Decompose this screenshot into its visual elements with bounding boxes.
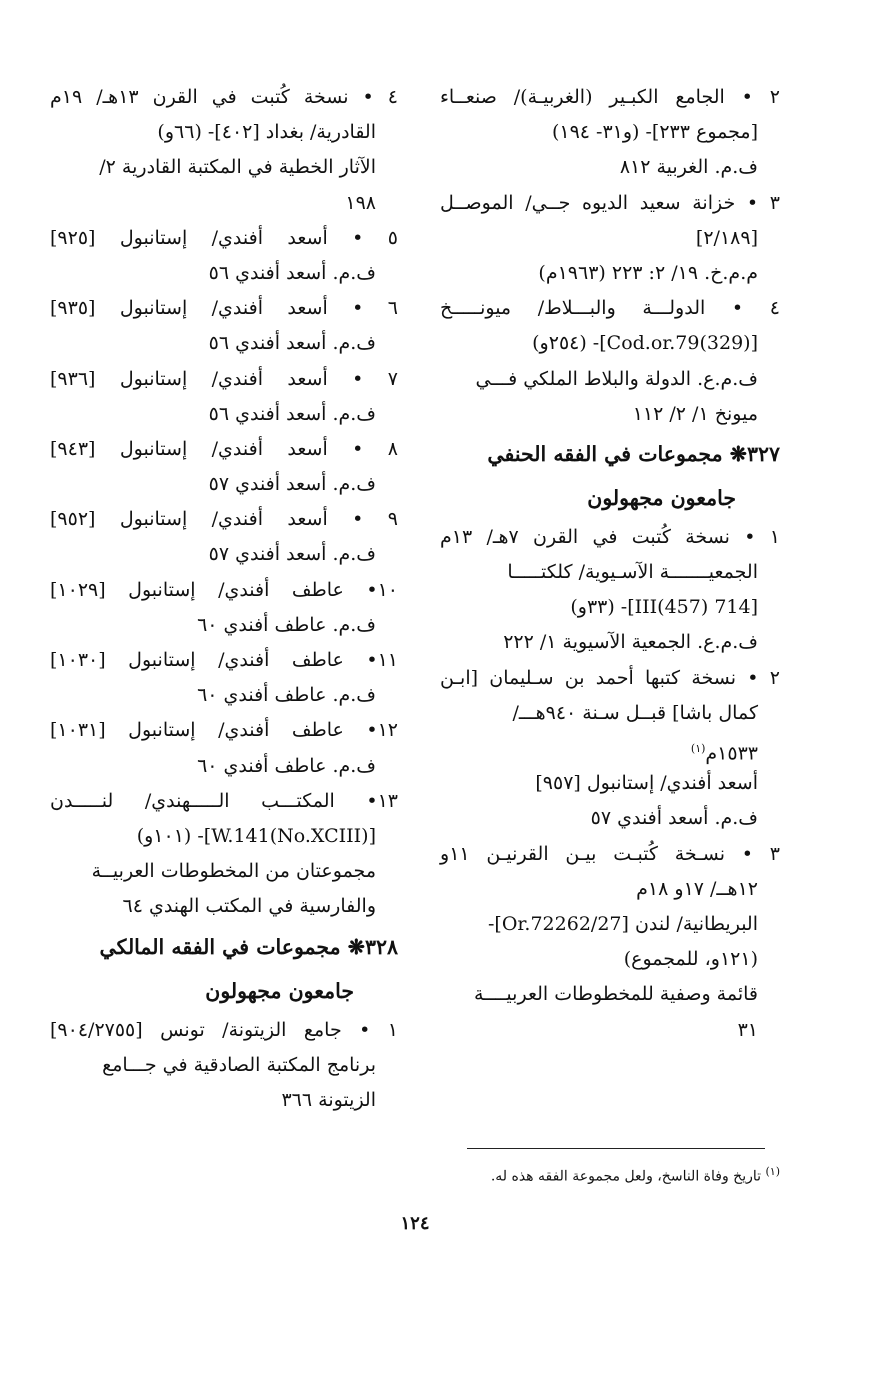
line-text: ف.م. أسعد أفندي ٥٧ [590,807,758,830]
entry-line [50,643,398,678]
line-text: ف.م. أسعد أفندي ٥٧ [208,473,376,496]
entry-line [50,608,398,643]
line-text: ١٠• عاطف أفندي/ إستانبول [١٠٢٩] [50,578,398,601]
line-text: ٣٢٨❋ مجموعات في الفقه المالكي [99,934,398,959]
line-text: برنامج المكتبة الصادقية في جـــامع [102,1053,376,1076]
section-heading [50,969,398,1013]
entry-line [440,942,780,977]
entry-line [440,291,780,326]
line-text: ١٣• المكتـــب الـــــهندي/ لنـــــدن [50,789,398,812]
line-text: ١ • جامع الزيتونة/ تونس [٩٠٤/٢٧٥٥] [50,1018,398,1041]
entry-line [440,766,780,801]
entry-line [440,872,780,907]
entry-line [50,326,398,361]
line-text: م.م.خ. ١٩/ ٢: ٢٢٣ (١٩٦٣م) [538,261,758,284]
entry-line [440,801,780,836]
entry-line [50,854,398,889]
entry-line [440,661,780,696]
section-heading [50,925,398,969]
line-text: قائمة وصفية للمخطوطات العربيــــة [473,983,758,1006]
line-text: ف.م. أسعد أفندي ٥٦ [208,402,376,425]
entry-line [440,977,780,1012]
entry-line [440,590,780,625]
entry-line [440,907,780,942]
line-text: جامعون مجهولون [587,485,736,510]
line-text: ٤ • الدولـــة والبـــلاط/ ميونـــــخ [440,297,780,320]
entry-line [50,502,398,537]
entry-line [50,80,398,115]
entry-line [50,537,398,572]
line-text: ٣ • نسـخة كُتبـت بيـن القرنيـن ١١و [440,842,780,865]
line-text: ف.م. الغربية ٨١٢ [619,156,758,179]
line-text: ٧ • أسعد أفندي/ إستانبول [٩٣٦] [50,367,398,390]
entry-line [50,291,398,326]
line-text: جامعون مجهولون [205,978,354,1003]
entry-line [50,432,398,467]
entry-line [50,819,398,854]
entry-line [50,784,398,819]
entry-line [440,1013,780,1048]
entry-line [440,326,780,361]
line-text: ف.م. أسعد أفندي ٥٦ [208,261,376,284]
entry-line [50,150,398,185]
line-text: ٥ • أسعد أفندي/ إستانبول [٩٢٥] [50,226,398,249]
entry-line [50,362,398,397]
right-column [440,80,780,1048]
line-text: الزيتونة ٣٦٦ [281,1088,376,1111]
entry-line [440,362,780,397]
entry-line [440,731,780,766]
entry-line [440,837,780,872]
line-text: [مجموع ٢٣٣]- (و٣١- ١٩٤) [551,121,758,144]
line-text: ف.م. عاطف أفندي ٦٠ [197,684,376,707]
line-text: ف.م.ع. الدولة والبلاط الملكي فـــي [475,367,758,390]
line-text: ١١• عاطف أفندي/ إستانبول [١٠٣٠] [50,649,398,671]
entry-line [50,115,398,150]
left-column [50,80,398,1118]
entry-line [50,221,398,256]
line-text: ميونخ ١/ ٢/ ١١٢ [632,402,758,425]
entry-line [50,256,398,291]
footnote [440,1165,780,1185]
line-text: [٢/١٨٩] [695,226,758,249]
entry-line [50,678,398,713]
line-text: ١ • نسخة كُتبت في القرن ٧هـ/ ١٣م [440,525,781,548]
entry-line [440,186,780,221]
entry-line [440,221,780,256]
line-text: [Cod.or.79(329)]- (٢٥٤و) [532,332,758,355]
line-text: الآثار الخطية في المكتبة القادرية ٢/ [99,156,376,179]
section-heading [440,476,780,520]
line-text: البريطانية/ لندن [Or.72262/27]- [488,912,758,935]
entry-line [440,150,780,185]
line-text: مجموعتان من المخطوطات العربيــة [91,860,376,883]
line-text: ٤ • نسخة كُتبت في القرن ١٣هـ/ ١٩م [50,86,398,108]
line-text: ٨ • أسعد أفندي/ إستانبول [٩٤٣] [50,437,398,460]
line-text: ف.م. عاطف أفندي ٦٠ [197,754,376,777]
page-number: ١٢٤ [400,1213,430,1234]
entry-line [440,80,780,115]
entry-line [50,1083,398,1118]
entry-line [50,573,398,608]
line-text: ١٢• عاطف أفندي/ إستانبول [١٠٣١] [50,719,398,742]
entry-line [440,115,780,150]
line-text: ٢ • الجامع الكبـير (الغربيـة)/ صنعــاء [440,86,780,108]
entry-line [50,1048,398,1083]
line-text: ٣ • خزانة سعيد الديوه جــي/ الموصــل [440,191,780,214]
line-text: ف.م. عاطف أفندي ٦٠ [197,613,376,636]
entry-line [440,696,780,731]
footnote-reference: (١) [690,742,706,755]
entry-line [440,256,780,291]
entry-line [50,889,398,924]
line-text: ف.م. أسعد أفندي ٥٦ [208,332,376,355]
line-text: ٣٢٧❋ مجموعات في الفقه الحنفي [487,441,780,466]
entry-line [440,555,780,590]
line-text: والفارسية في المكتب الهندي ٦٤ [122,895,376,918]
line-text: القادرية/ بغداد [٤٠٢]- (٦٦و) [157,121,376,144]
section-heading [440,432,780,476]
line-text: ٢ • نسخة كتبها أحمد بن سـليمان [ابـن [440,666,780,689]
entry-line [50,186,398,221]
entry-line [50,713,398,748]
footnote-text: تاريخ وفاة الناسخ، ولعل مجموعة الفقه هذه له. [490,1168,762,1185]
line-text: ٩ • أسعد أفندي/ إستانبول [٩٥٢] [50,508,398,531]
line-text: ١٢هــ/ ١٧و ١٨م [636,877,758,900]
line-text: ٦ • أسعد أفندي/ إستانبول [٩٣٥] [50,297,398,320]
line-text: ١٥٣٣م [705,742,758,765]
line-text: ف.م. أسعد أفندي ٥٧ [208,543,376,566]
footnote-marker: (١) [765,1165,780,1178]
entry-line [440,397,780,432]
line-text: الجمعيـــــــة الآسـيوية/ كلكتـــــا [507,561,758,584]
entry-line [440,520,780,555]
line-text: ف.م.ع. الجمعية الآسيوية ١/ ٢٢٢ [503,631,758,654]
entry-line [50,1013,398,1048]
line-text: [W.141(No.XCIII)]- (١٠١و) [136,824,376,847]
line-text: أسعد أفندي/ إستانبول [٩٥٧] [535,772,758,795]
entry-line [50,467,398,502]
line-text: كمال باشا] قبــل سـنة ٩٤٠هـــ/ [512,701,758,724]
line-text: (١٢١و، للمجموع) [623,948,758,971]
line-text: ٣١ [737,1018,758,1041]
line-text: ١٩٨ [345,191,376,214]
footnote-separator [467,1148,765,1149]
line-text: [714 III(457)]- (٣٣و) [570,596,758,619]
entry-line [50,749,398,784]
entry-line [440,625,780,660]
entry-line [50,397,398,432]
